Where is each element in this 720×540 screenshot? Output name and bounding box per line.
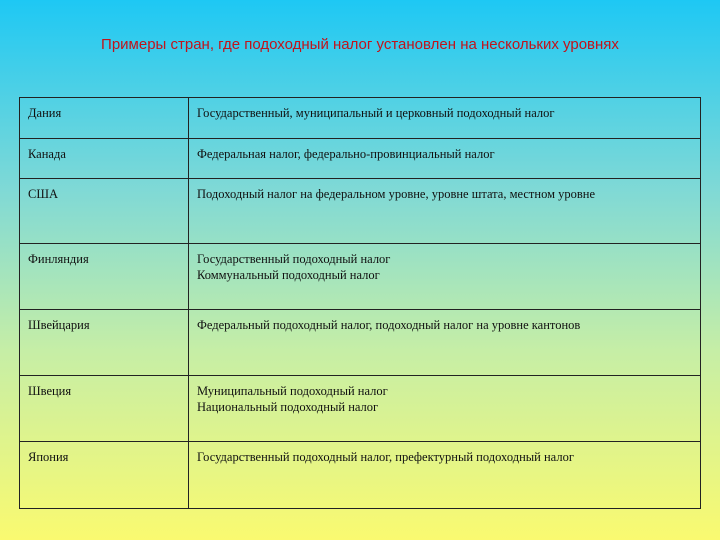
tax-description-cell [189, 179, 701, 244]
country-cell: США [20, 179, 189, 244]
country-cell: Канада [20, 139, 189, 179]
table-row [20, 179, 701, 244]
tax-description-line: Государственный подоходный налог, префектурный подоходный налог [197, 450, 574, 464]
tax-description-cell [189, 244, 701, 310]
table-row [20, 98, 701, 139]
tax-description-line: Государственный, муниципальный и церковный подоходный налог [197, 106, 555, 120]
table-row [20, 139, 701, 179]
tax-levels-table [19, 97, 701, 509]
table-row [20, 442, 701, 509]
tax-description-cell [189, 139, 701, 179]
tax-description-cell [189, 310, 701, 376]
country-cell: Швейцария [20, 310, 189, 376]
tax-description-cell [189, 376, 701, 442]
tax-description-line: Федеральный подоходный налог, подоходный налог на уровне кантонов [197, 318, 581, 332]
country-cell: Финляндия [20, 244, 189, 310]
tax-description-cell [189, 98, 701, 139]
table-row [20, 376, 701, 442]
tax-description-line: Коммунальный подоходный налог [197, 268, 380, 282]
tax-description-line: Подоходный налог на федеральном уровне, уровне штата, местном уровне [197, 187, 596, 201]
tax-description-line: Национальный подоходный налог [197, 400, 379, 414]
table-row [20, 310, 701, 376]
country-cell: Япония [20, 442, 189, 509]
country-cell: Дания [20, 98, 189, 139]
tax-description-cell [189, 442, 701, 509]
tax-description-line: Муниципальный подоходный налог [197, 384, 388, 398]
country-cell: Швеция [20, 376, 189, 442]
tax-description-line: Федеральная налог, федерально-провинциальный налог [197, 147, 495, 161]
table-row [20, 244, 701, 310]
tax-description-line: Государственный подоходный налог [197, 252, 391, 266]
slide-title: Примеры стран, где подоходный налог установлен на нескольких уровнях [101, 36, 619, 53]
